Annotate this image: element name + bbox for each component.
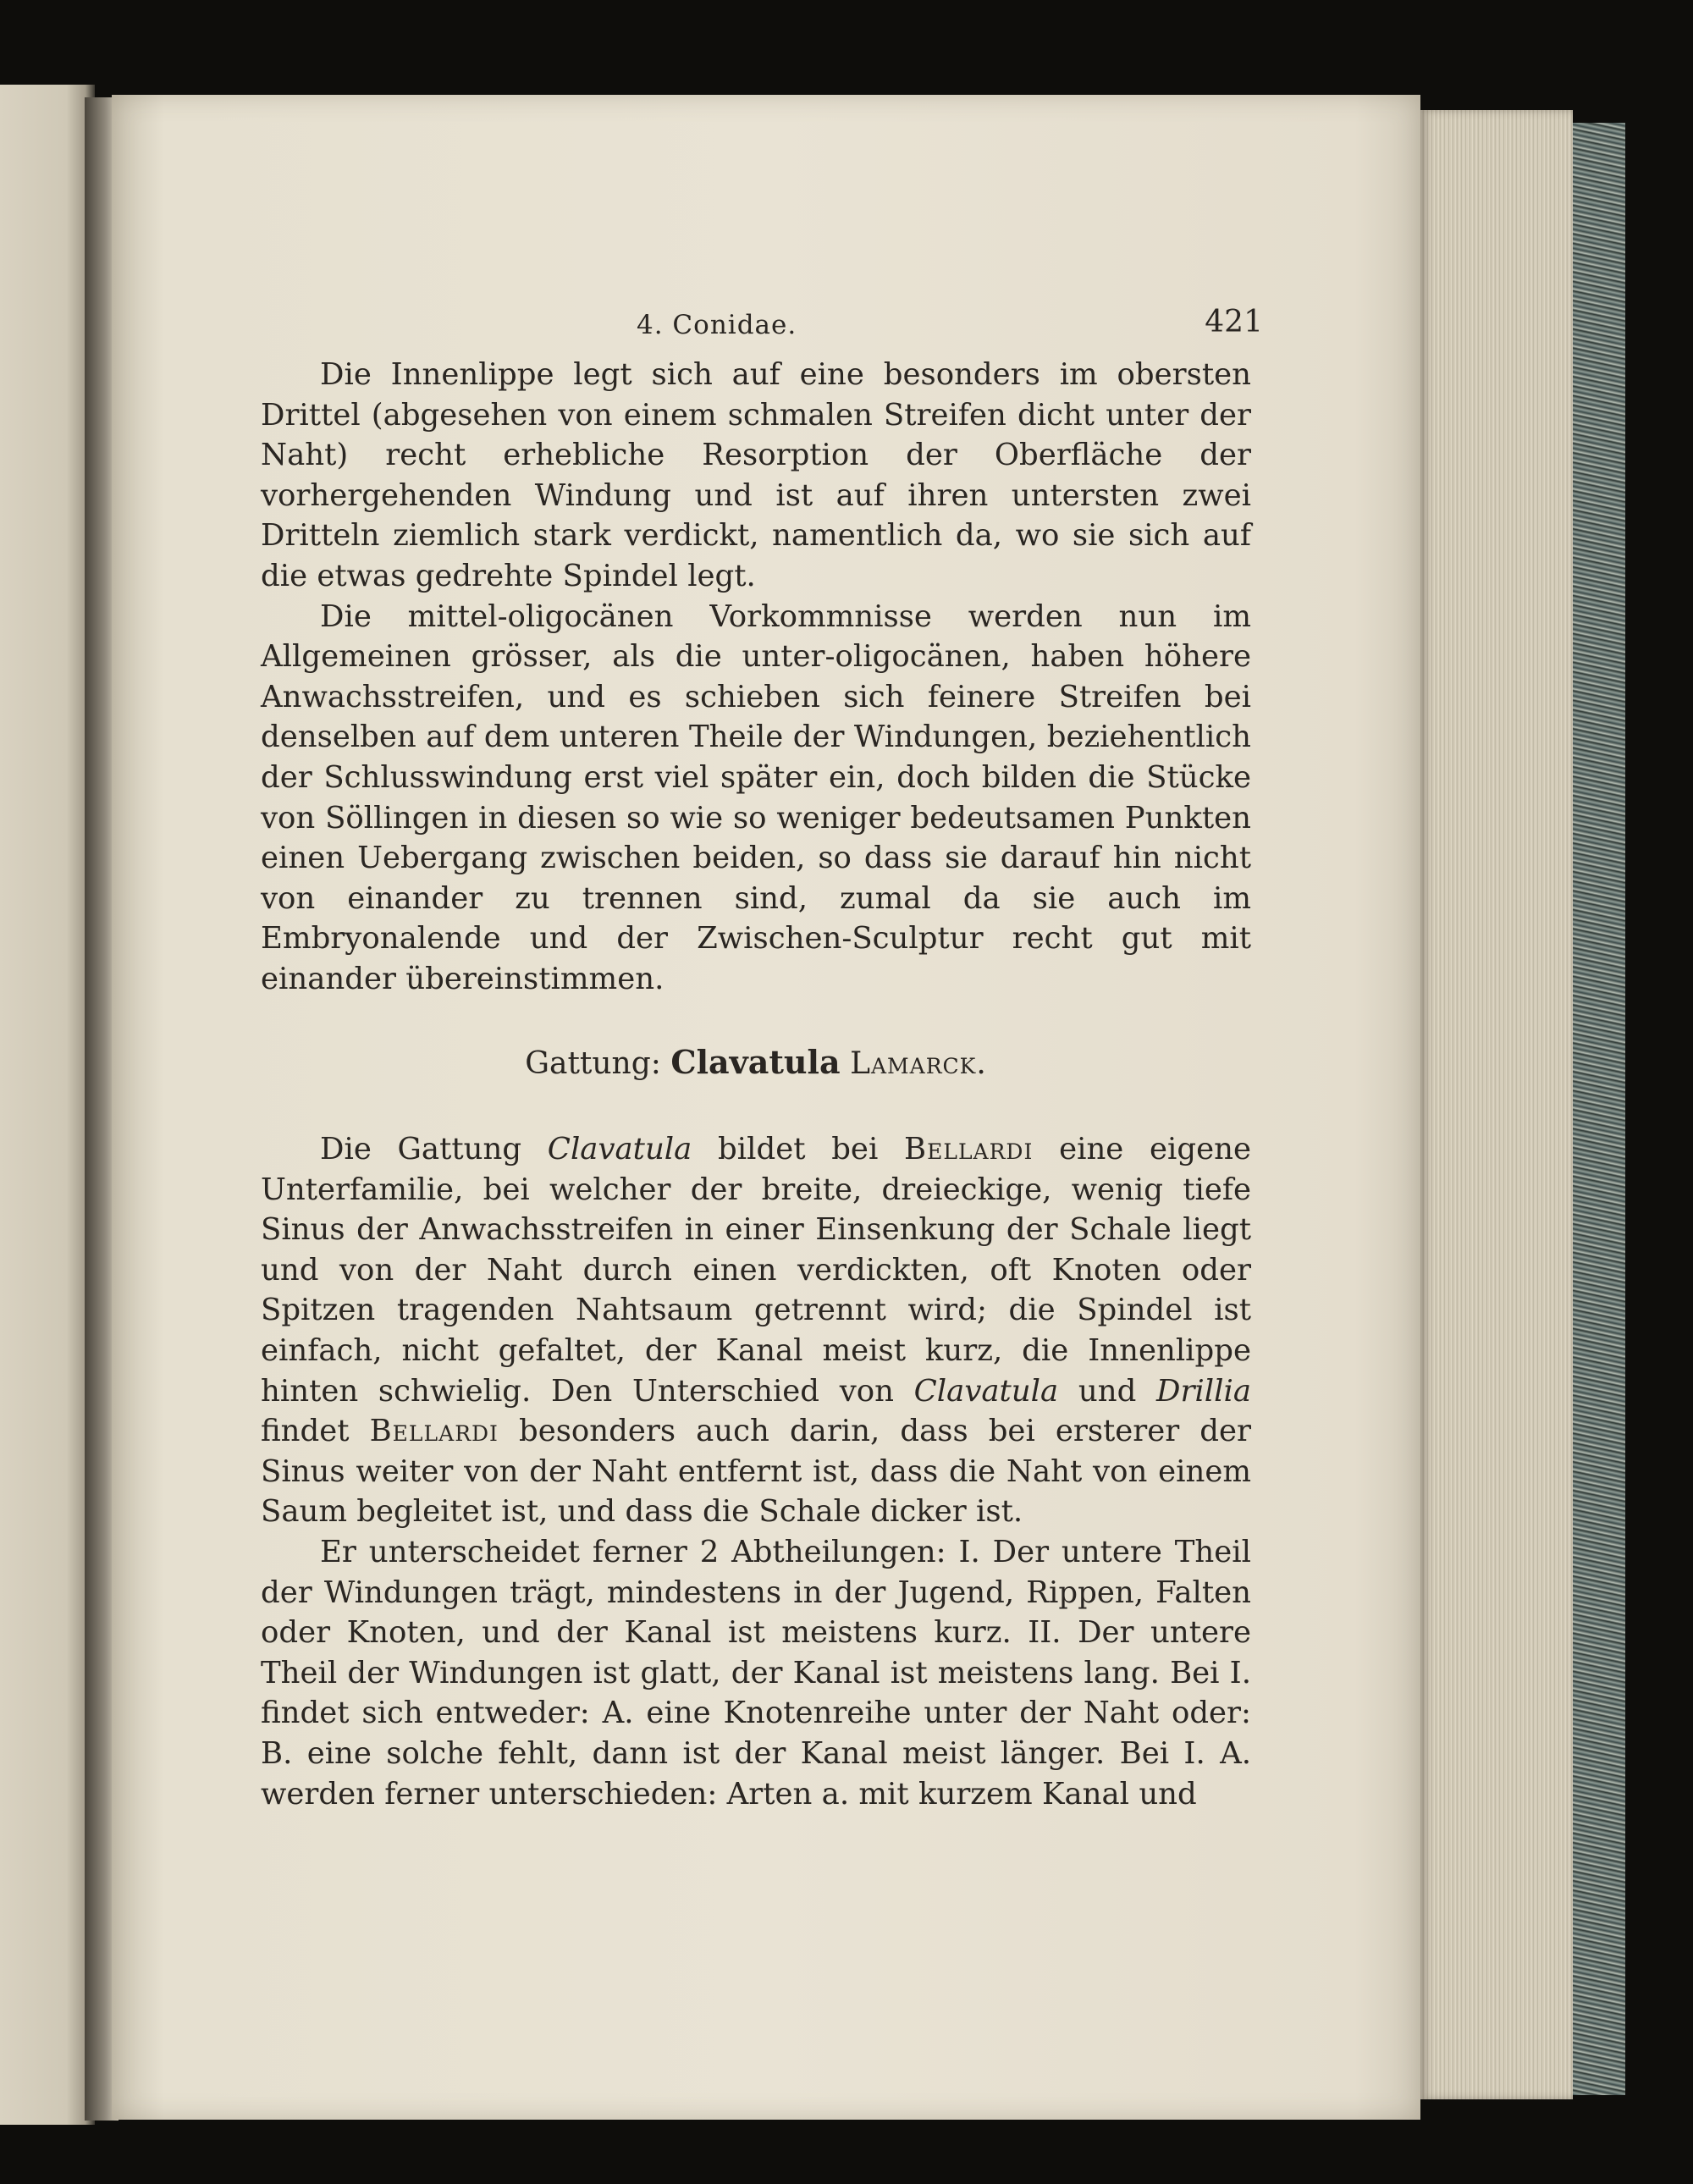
paragraph-innenlippe: Die Innenlippe legt sich auf eine besonders im obersten Drittel (abgesehen von einem schmalen Streifen dicht unter der Naht) recht erhebliche Resorption der Oberfläche der vorhergehenden Windung und ist auf ihren untersten zwei Dritteln ziemlich stark verdickt, namentlich da, wo sie sich auf die etwas gedrehte Spindel legt. (261, 357, 1251, 593)
author-name: Bellardi (369, 1414, 499, 1449)
marbled-cover-edge (1573, 123, 1625, 2095)
left-facing-page (0, 85, 95, 2125)
text-run: besonders auch darin, dass bei ersterer der Sinus weiter von der Naht entfernt ist, dass die Naht von einem Saum begleitet ist, und dass die Schale dicker ist. (261, 1414, 1252, 1530)
page-block-edge (1420, 110, 1573, 2099)
taxon-name: Drillia (1155, 1373, 1251, 1409)
text-block-top (261, 355, 1251, 1000)
genus-name: Clavatula (670, 1043, 841, 1081)
text-run: eine eigene Unterfamilie, bei welcher der breite, dreieckige, wenig tiefe Sinus der Anwachsstreifen in einer Einsenkung der Schale liegt und von der Naht durch einen verdickten, oft Knoten oder Spitzen tragenden Nahtsaum getrennt wird; die Spindel ist einfach, nicht gefaltet, der Kanal meist kurz, die Innenlippe hinten schwielig. Den Unterschied von (261, 1132, 1251, 1409)
text-run: und (1058, 1373, 1156, 1409)
genus-heading (261, 1043, 1251, 1081)
text-run: bildet bei (692, 1132, 905, 1166)
text-block-bottom (261, 1129, 1251, 1814)
page-content (112, 95, 1420, 2120)
author-name: Bellardi (904, 1132, 1034, 1166)
section-title: 4. Conidae. (637, 310, 797, 340)
genus-author: Lamarck. (850, 1046, 987, 1081)
text-run: findet (261, 1414, 370, 1449)
book-page (112, 95, 1420, 2120)
taxon-name: Clavatula (913, 1373, 1059, 1409)
taxon-name: Clavatula (547, 1132, 692, 1166)
page-number: 421 (1205, 305, 1263, 339)
paragraph-mittel-oligocaen: Die mittel-oligocänen Vorkommnisse werden nun im Allgemeinen grösser, als die unter-oligocänen, haben höhere Anwachsstreifen, und es schieben sich feinere Streifen bei denselben auf dem unteren Theile der Windungen, beziehentlich der Schlusswindung erst viel später ein, doch bilden die Stücke von Söllingen in diesen so wie so weniger bedeutsamen Punkten einen Uebergang zwischen beiden, so dass sie darauf hin nicht von einander zu trennen sind, zumal da sie auch im Embryonalende und der Zwischen-Sculptur recht gut mit einander übereinstimmen. (261, 598, 1251, 996)
paragraph-abtheilungen: Er unterscheidet ferner 2 Abtheilungen: I. Der untere Theil der Windungen trägt, mindestens in der Jugend, Rippen, Falten oder Knoten, und der Kanal ist meistens kurz. II. Der untere Theil der Windungen ist glatt, der Kanal ist meistens lang. Bei I. findet sich entweder: A. eine Knotenreihe unter der Naht oder: B. eine solche fehlt, dann ist der Kanal meist länger. Bei I. A. werden ferner unterschieden: Arten a. mit kurzem Kanal und (261, 1534, 1251, 1812)
heading-prefix: Gattung: (525, 1046, 661, 1081)
text-run: Die Gattung (320, 1132, 548, 1166)
paragraph-gattung (261, 1129, 1251, 1532)
running-header (637, 305, 1263, 347)
